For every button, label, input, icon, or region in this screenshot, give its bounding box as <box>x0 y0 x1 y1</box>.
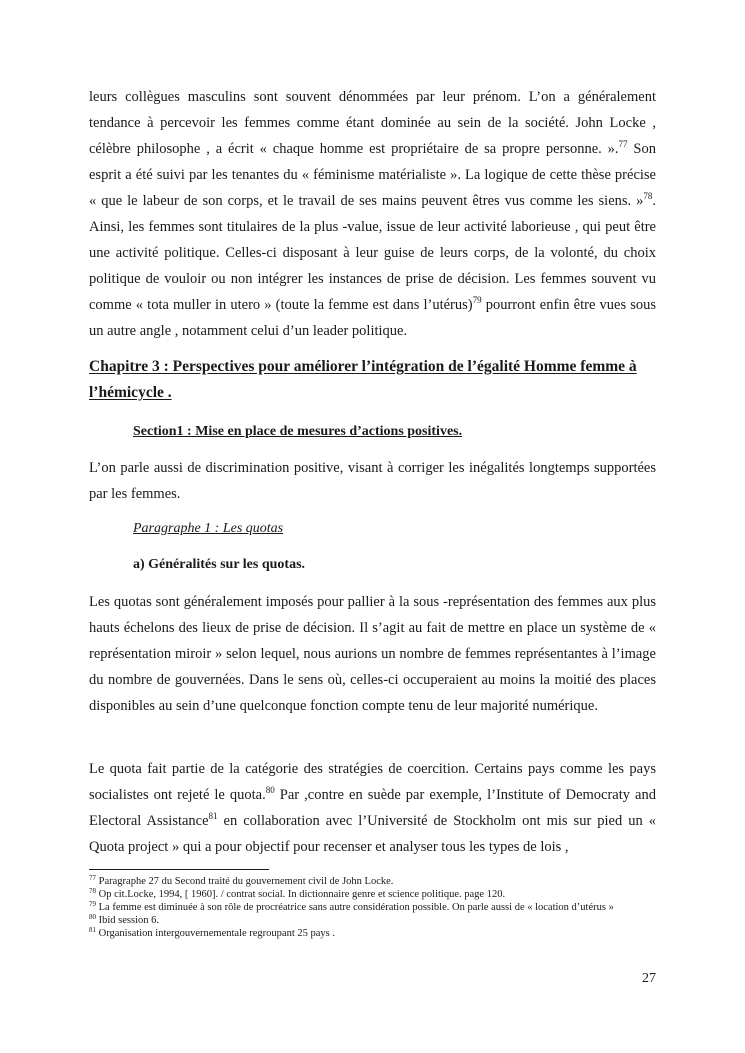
intro-paragraph <box>89 84 656 344</box>
footnote-ref-80: 80 <box>265 785 275 795</box>
footnote-divider <box>89 869 269 870</box>
footnote-ref-77: 77 <box>618 139 628 149</box>
footnote-80 <box>89 914 656 927</box>
footnote-number: 79 <box>89 900 96 908</box>
page-number: 27 <box>642 971 656 986</box>
footnote-79 <box>89 901 656 914</box>
footnote-ref-81: 81 <box>208 811 218 821</box>
footnote-81 <box>89 927 656 940</box>
section-intro-block <box>89 455 656 507</box>
footnote-ref-79: 79 <box>472 295 482 305</box>
footnote-number: 80 <box>89 913 96 921</box>
footnote-78 <box>89 888 656 901</box>
footnote-number: 77 <box>89 874 96 882</box>
intro-text-part: pourront enfin être vues sous un autre angle , notamment celui d’un leader politique. <box>89 297 656 339</box>
footnote-text: La femme est diminuée à son rôle de procréatrice sans autre considération possible. On parle aussi de « location d’utérus » <box>96 902 614 913</box>
paragraph-title: Paragraphe 1 : Les quotas <box>133 521 284 536</box>
footnote-text: Paragraphe 27 du Second traité du gouvernement civil de John Locke. <box>96 876 394 887</box>
subheading-a: a) Généralités sur les quotas. <box>133 557 306 572</box>
section-heading-block <box>89 422 656 442</box>
footnotes <box>89 875 656 940</box>
footnote-number: 81 <box>89 926 96 934</box>
coercion-paragraph-block <box>89 756 656 860</box>
footnote-77 <box>89 875 656 888</box>
section-title: Section1 : Mise en place de mesures d’actions positives. <box>133 424 463 439</box>
coercion-text-part: Le quota fait partie de la catégorie des stratégies de coercition. Certains pays comme les pays socialistes ont rejeté le quota. <box>89 761 656 803</box>
subheading-block <box>89 555 656 575</box>
quotas-paragraph: Les quotas sont généralement imposés pour pallier à la sous -représentation des femmes aux plus hauts échelons des lieux de prise de décision. Il s’agit au fait de mettre en place un système de « représentation miroir » selon lequel, nous aurions un nombre de femmes représentantes à l’image du nombre de gouvernées. Dans le sens où, celles-ci occuperaient au moins la moitié des places disponibles au sein d’une quelconque fonction compte tenu de leur majorité numérique. <box>89 594 656 714</box>
footnote-text: Ibid session 6. <box>96 915 159 926</box>
footnote-number: 78 <box>89 887 96 895</box>
chapter-heading-block <box>89 354 656 406</box>
chapter-title: Chapitre 3 : Perspectives pour améliorer l’intégration de l’égalité Homme femme à l’hémicycle . <box>89 358 637 401</box>
coercion-text-part: Par ,contre en suède par exemple, l’Institute of Democraty and Electoral Assistance <box>89 787 656 829</box>
paragraph-heading-block <box>89 519 656 539</box>
intro-text-part: Son esprit a été suivi par les tenantes du « féminisme matérialiste ». La logique de cette thèse précise « que le labeur de son corps, et le travail de ses mains peuvent êtres vus comme les siens. » <box>89 141 656 209</box>
footnote-text: Organisation intergouvernementale regroupant 25 pays . <box>96 928 336 939</box>
intro-text-part: . Ainsi, les femmes sont titulaires de la plus -value, issue de leur activité laborieuse , qui peut être une activité politique. Celles-ci disposant à leur guise de leurs corps, de la volonté, du choix politique de vouloir ou non intégrer les instances de prise de décision. Les femmes souvent vu comme « tota muller in utero » (toute la femme est dans l’utérus) <box>89 193 656 313</box>
coercion-text-part: en collaboration avec l’Université de Stockholm ont mis sur pied un « Quota project » qui a pour objectif pour recenser et analyser tous les types de lois , <box>89 813 656 855</box>
intro-text <box>89 84 656 344</box>
section-intro: L’on parle aussi de discrimination positive, visant à corriger les inégalités longtemps supportées par les femmes. <box>89 460 656 502</box>
intro-text-part: leurs collègues masculins sont souvent dénommées par leur prénom. L’on a généralement tendance à percevoir les femmes comme étant dominée au sein de la société. John Locke , célèbre philosophe , a écrit « chaque homme est propriétaire de sa propre personne. ». <box>89 89 656 157</box>
footnote-ref-78: 78 <box>643 191 653 201</box>
footnote-text: Op cit.Locke, 1994, [ 1960]. / contrat social. In dictionnaire genre et science politique. page 120. <box>96 889 506 900</box>
quotas-paragraph-block <box>89 589 656 719</box>
coercion-paragraph <box>89 756 656 860</box>
